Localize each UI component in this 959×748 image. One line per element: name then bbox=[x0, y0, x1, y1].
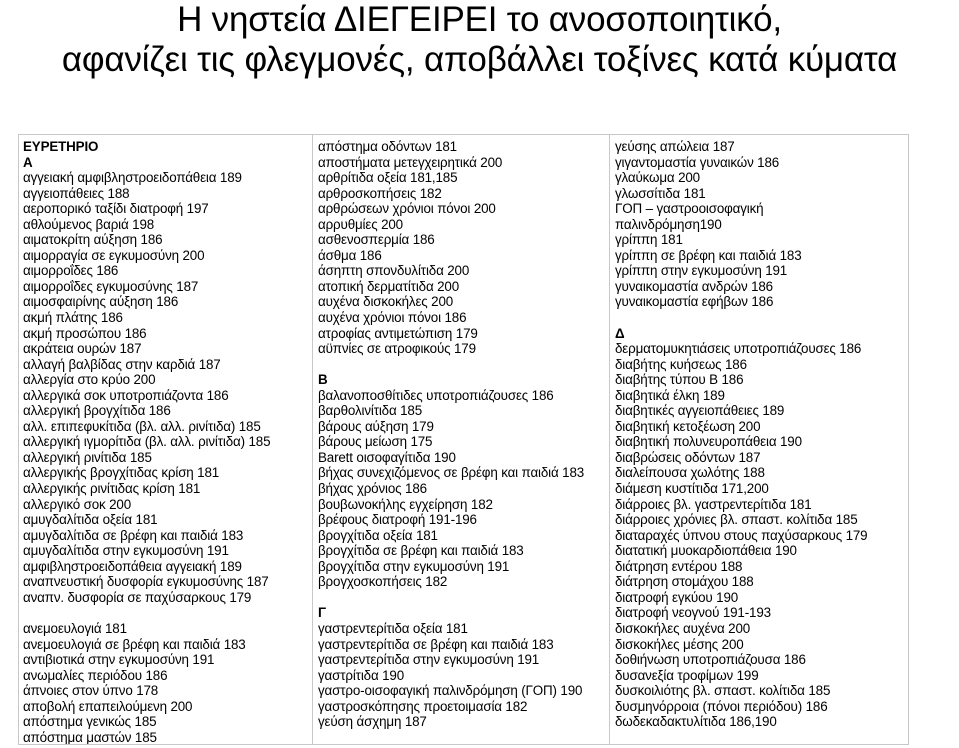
index-entry: διάμεση κυστίτιδα 171,200 bbox=[615, 481, 769, 497]
index-entry: διαβητική κετοξέωση 200 bbox=[615, 418, 761, 434]
index-entry: γαστρίτιδα 190 bbox=[318, 667, 405, 683]
index-entry: γλαύκωμα 200 bbox=[615, 170, 700, 186]
index-entry: διάτρηση εντέρου 188 bbox=[615, 558, 743, 574]
index-entry: αγγειακή αμφιβληστροειδοπάθεια 189 bbox=[23, 170, 242, 186]
index-entry: γλωσσίτιδα 181 bbox=[615, 185, 706, 201]
index-entry: γρίππη στην εγκυμοσύνη 191 bbox=[615, 263, 788, 279]
index-letter-heading: Δ bbox=[615, 325, 625, 341]
index-entry: γαστρεντερίτιδα στην εγκυμοσύνη 191 bbox=[318, 652, 540, 668]
index-entry: αιματοκρίτη αύξηση 186 bbox=[23, 232, 163, 248]
index-entry: απόστημα μαστών 185 bbox=[23, 729, 157, 745]
index-entry: αθλούμενος βαριά 198 bbox=[23, 216, 155, 232]
index-entry: αλλεργικής βρογχίτιδας κρίση 181 bbox=[23, 465, 220, 481]
index-entry: αλλεργικό σοκ 200 bbox=[23, 496, 132, 512]
index-entry: αεροπορικό ταξίδι διατροφή 197 bbox=[23, 201, 209, 217]
index-entry: γαστρεντερίτιδα σε βρέφη και παιδιά 183 bbox=[318, 636, 554, 652]
index-entry: βρογχίτιδα οξεία 181 bbox=[318, 527, 438, 543]
index-entry: ακράτεια ουρών 187 bbox=[23, 341, 142, 357]
headline-line-1: Η νηστεία ΔΙΕΓΕΙΡΕΙ το ανοσοποιητικό, bbox=[177, 0, 782, 39]
index-entry: αιμορροΐδες εγκυμοσύνης 187 bbox=[23, 278, 199, 294]
index-entry: δισκοκήλες αυχένα 200 bbox=[615, 620, 751, 636]
index-entry: ακμή πλάτης 186 bbox=[23, 310, 123, 326]
index-entry: διαβητικές αγγειοπάθειες 189 bbox=[615, 403, 785, 419]
index-spacer bbox=[318, 590, 584, 606]
index-entry: αναπν. δυσφορία σε παχύσαρκους 179 bbox=[23, 589, 252, 605]
index-entry: βαρθολινίτιδα 185 bbox=[318, 403, 423, 419]
index-entry: γεύση άσχημη 187 bbox=[318, 714, 427, 730]
index-entry: ακμή προσώπου 186 bbox=[23, 325, 147, 341]
index-entry: αιμορροΐδες 186 bbox=[23, 263, 119, 279]
index-spacer bbox=[615, 310, 867, 326]
index-entry: βάρους αύξηση 179 bbox=[318, 418, 434, 434]
index-entry: γρίππη 181 bbox=[615, 232, 683, 248]
index-entry: αλλεργική βρογχίτιδα 186 bbox=[23, 403, 171, 419]
index-entry: ασθενοσπερμία 186 bbox=[318, 232, 435, 248]
index-letter-heading: Α bbox=[23, 154, 33, 170]
index-entry: αυχένα χρόνιοι πόνοι 186 bbox=[318, 310, 467, 326]
index-entry: διάρροιες χρόνιες βλ. σπαστ. κολίτιδα 185 bbox=[615, 512, 858, 528]
column-divider bbox=[609, 135, 610, 745]
index-entry: παλινδρόμηση190 bbox=[615, 216, 722, 232]
index-entry: βρογχοσκοπήσεις 182 bbox=[318, 574, 448, 590]
index-entry: αλλαγή βαλβίδας στην καρδιά 187 bbox=[23, 356, 221, 372]
index-column-3 bbox=[615, 139, 867, 730]
index-entry: αϋπνίες σε ατροφικούς 179 bbox=[318, 341, 476, 357]
index-entry: ανεμοευλογιά σε βρέφη και παιδιά 183 bbox=[23, 636, 246, 652]
index-entry: αποστήματα μετεγχειρητικά 200 bbox=[318, 154, 503, 170]
column-divider bbox=[312, 135, 313, 745]
index-entry: ΓΟΠ – γαστροοισοφαγική bbox=[615, 201, 764, 217]
index-entry: βάρους μείωση 175 bbox=[318, 434, 433, 450]
index-entry: γεύσης απώλεια 187 bbox=[615, 139, 735, 154]
index-entry: βρογχίτιδα στην εγκυμοσύνη 191 bbox=[318, 558, 510, 574]
index-entry: διαβήτης κυήσεως 186 bbox=[615, 356, 747, 372]
index-letter-heading: Β bbox=[318, 372, 328, 388]
index-entry: γαστρο-οισοφαγική παλινδρόμηση (ΓΟΠ) 190 bbox=[318, 683, 583, 699]
index-letter-heading: Γ bbox=[318, 605, 326, 621]
index-entry: αρθρίτιδα οξεία 181,185 bbox=[318, 170, 458, 186]
index-entry: αρρυθμίες 200 bbox=[318, 216, 403, 232]
index-entry: αποβολή επαπειλούμενη 200 bbox=[23, 698, 193, 714]
index-title: ΕΥΡΕΤΗΡΙΟ bbox=[23, 139, 99, 154]
index-entry: ατοπική δερματίτιδα 200 bbox=[318, 278, 460, 294]
index-entry: διατροφή εγκύου 190 bbox=[615, 589, 739, 605]
index-entry: αντιβιοτικά στην εγκυμοσύνη 191 bbox=[23, 652, 215, 668]
index-entry: βήχας χρόνιος 186 bbox=[318, 481, 427, 497]
index-entry: αρθρώσεων χρόνιοι πόνοι 200 bbox=[318, 201, 496, 217]
index-entry: άσθμα 186 bbox=[318, 247, 382, 263]
index-entry: απόστημα οδόντων 181 bbox=[318, 139, 457, 154]
index-entry: δυσκοιλιότης βλ. σπαστ. κολίτιδα 185 bbox=[615, 683, 831, 699]
index-entry: ατροφίας αντιμετώπιση 179 bbox=[318, 325, 478, 341]
index-entry: αγγειοπάθειες 188 bbox=[23, 185, 130, 201]
index-entry: γυναικομαστία ανδρών 186 bbox=[615, 278, 773, 294]
index-entry: αμυγδαλίτιδα στην εγκυμοσύνη 191 bbox=[23, 543, 229, 559]
index-entry: αλλεργία στο κρύο 200 bbox=[23, 372, 156, 388]
index-spacer bbox=[318, 357, 584, 373]
index-entry: διαβητική πολυνευροπάθεια 190 bbox=[615, 434, 802, 450]
index-entry: γιγαντομαστία γυναικών 186 bbox=[615, 154, 780, 170]
index-entry: αλλεργική ρινίτιδα 185 bbox=[23, 449, 152, 465]
index-panel bbox=[18, 134, 909, 745]
index-entry: διαταραχές ύπνου στους παχύσαρκους 179 bbox=[615, 527, 868, 543]
index-entry: δυσανεξία τροφίμων 199 bbox=[615, 667, 759, 683]
headline-line-2: αφανίζει τις φλεγμονές, αποβάλλει τοξίνες κατά κύματα bbox=[61, 40, 898, 79]
index-column-2 bbox=[318, 139, 584, 730]
index-entry: δισκοκήλες μέσης 200 bbox=[615, 636, 744, 652]
index-entry: αμυγδαλίτιδα οξεία 181 bbox=[23, 512, 158, 528]
index-entry: αλλεργικής ρινίτιδας κρίση 181 bbox=[23, 481, 201, 497]
index-entry: αμφιβληστροειδοπάθεια αγγειακή 189 bbox=[23, 558, 242, 574]
index-spacer bbox=[23, 605, 270, 621]
index-entry: γαστρεντερίτιδα οξεία 181 bbox=[318, 620, 468, 636]
index-entry: γρίππη σε βρέφη και παιδιά 183 bbox=[615, 247, 802, 263]
index-entry: βρέφους διατροφή 191-196 bbox=[318, 512, 477, 528]
index-entry: διαλείπουσα χωλότης 188 bbox=[615, 465, 765, 481]
index-entry: αρθροσκοπήσεις 182 bbox=[318, 185, 442, 201]
index-entry: διάρροιες βλ. γαστρεντερίτιδα 181 bbox=[615, 496, 812, 512]
index-entry: Barett οισοφαγίτιδα 190 bbox=[318, 449, 456, 465]
index-entry: αυχένα δισκοκήλες 200 bbox=[318, 294, 454, 310]
index-entry: βουβωνοκήλης εγχείρηση 182 bbox=[318, 496, 493, 512]
index-entry: αμυγδαλίτιδα σε βρέφη και παιδιά 183 bbox=[23, 527, 244, 543]
index-entry: ανεμοευλογιά 181 bbox=[23, 620, 127, 636]
index-entry: αιμορραγία σε εγκυμοσύνη 200 bbox=[23, 247, 205, 263]
index-entry: διάτρηση στομάχου 188 bbox=[615, 574, 754, 590]
index-entry: απόστημα γενικώς 185 bbox=[23, 714, 157, 730]
index-entry: δοθιήνωση υποτροπιάζουσα 186 bbox=[615, 652, 806, 668]
index-entry: άπνοιες στον ύπνο 178 bbox=[23, 683, 159, 699]
index-entry: διατατική μυοκαρδιοπάθεια 190 bbox=[615, 543, 797, 559]
index-entry: βήχας συνεχιζόμενος σε βρέφη και παιδιά 183 bbox=[318, 465, 585, 481]
index-entry: γαστροσκόπησης προετοιμασία 182 bbox=[318, 698, 528, 714]
index-entry: αλλ. επιπεφυκίτιδα (βλ. αλλ. ρινίτιδα) 185 bbox=[23, 418, 261, 434]
index-entry: διαβητικά έλκη 189 bbox=[615, 387, 725, 403]
headline bbox=[0, 0, 959, 80]
index-entry: αιμοσφαιρίνης αύξηση 186 bbox=[23, 294, 179, 310]
index-entry: αναπνευστική δυσφορία εγκυμοσύνης 187 bbox=[23, 574, 269, 590]
index-entry: δωδεκαδακτυλίτιδα 186,190 bbox=[615, 714, 777, 730]
index-entry: διατροφή νεογνού 191-193 bbox=[615, 605, 771, 621]
index-entry: ανωμαλίες περιόδου 186 bbox=[23, 667, 168, 683]
index-entry: δυσμηνόρροια (πόνοι περιόδου) 186 bbox=[615, 698, 828, 714]
index-entry: διαβρώσεις οδόντων 187 bbox=[615, 449, 761, 465]
index-entry: αλλεργικά σοκ υποτροπιάζοντα 186 bbox=[23, 387, 229, 403]
index-entry: δερματομυκητιάσεις υποτροπιάζουσες 186 bbox=[615, 341, 862, 357]
index-entry: βαλανοποσθίτιδες υποτροπιάζουσες 186 bbox=[318, 387, 554, 403]
index-entry: βρογχίτιδα σε βρέφη και παιδιά 183 bbox=[318, 543, 524, 559]
index-column-1 bbox=[23, 139, 270, 745]
index-entry: γυναικομαστία εφήβων 186 bbox=[615, 294, 774, 310]
index-entry: άσηπτη σπονδυλίτιδα 200 bbox=[318, 263, 470, 279]
index-entry: αλλεργική ιγμορίτιδα (βλ. αλλ. ρινίτιδα) 185 bbox=[23, 434, 271, 450]
index-entry: διαβήτης τύπου Β 186 bbox=[615, 372, 744, 388]
